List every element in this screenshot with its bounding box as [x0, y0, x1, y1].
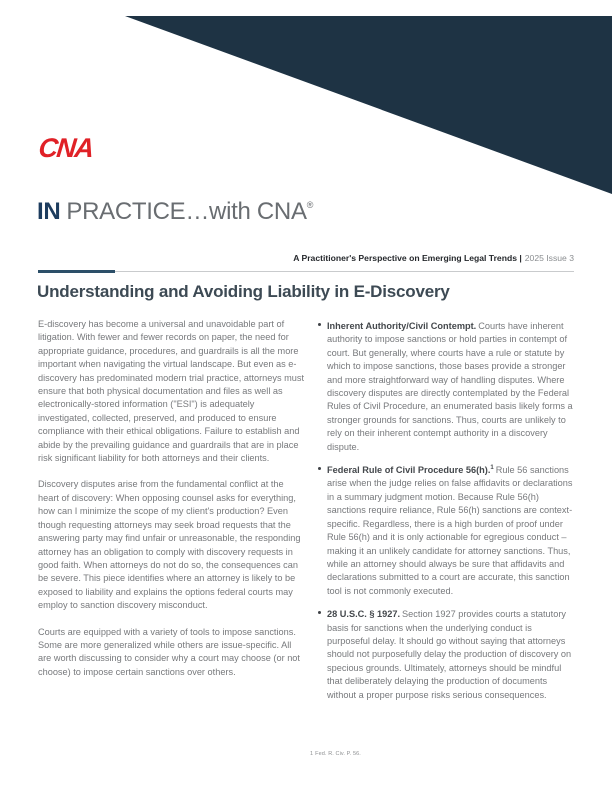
footnote-text: Fed. R. Civ. P. 56.: [315, 751, 361, 757]
intro-paragraph: E-discovery has become a universal and unavoidable part of litigation. With fewer and fewer records on paper, the need for appropriate guidance, procedures, and guardrails is all the more important when navigating the virtual landscape. But even as e-discovery has predominated modern trial practice, attorneys must ensure that both physical documentation and files as well as electronically-stored information ("ESI") is adequately investigated, collected, preserved, and produced to ensure compliance with their ethical obligations. Failure to establish and abide by the prevailing guidance and guardrails that are in place risk significant liability for both attorneys and their clients.: [38, 319, 305, 464]
intro-paragraph: Discovery disputes arise from the fundamental conflict at the heart of discovery: When opposing counsel asks for everything, how can I minimize the scope of my client's production? Even though requesting attorneys may seek broad requests that the answering party may find unfair or unreasonable, the responding attorney has an obligation to comply with discovery requests in good faith. When attorneys do not do so, the consequences can be severe. This piece identifies where an attorney is likely to be exposed to liability and explains the options federal courts may employ to sanction discovery misconduct.: [38, 479, 301, 611]
article-headline: Understanding and Avoiding Liability in E-Discovery: [37, 282, 450, 301]
bullet-marker: [318, 467, 321, 470]
intro-paragraph: Courts are equipped with a variety of tools to impose sanctions. Some are more generalized while others are issue-specific. All are worth discussing to consider why a court may choose (or not choose) to impose certain sanctions over others.: [38, 626, 300, 677]
bullet-text: Courts have inherent authority to impose sanctions or hold parties in contempt of court. But generally, where courts have a rule or statute by which to impose sanctions, those bases provide a stronger and more straightforward way of handling disputes. Where discovery disputes are directly contemplated by the Federal Rules of Civil Procedure, an enumerated basis likely forms a stronger grounds for sanctions. Thus, courts are unlikely to rely on their inherent contempt authority in a discovery dispute.: [327, 321, 573, 452]
intro-column: [38, 318, 307, 710]
bullet-lead: Federal Rule of Civil Procedure 56(h).: [327, 465, 491, 476]
bullet-item: [318, 462, 575, 598]
divider-rule: [38, 271, 574, 272]
masthead-in: IN: [37, 198, 61, 225]
bullet-marker: [318, 611, 321, 614]
footnote-marker: 1: [310, 751, 314, 757]
masthead-title: [37, 198, 313, 226]
divider-rule-accent: [38, 270, 115, 273]
tagline-bold: A Practitioner's Perspective on Emerging Legal Trends |: [293, 253, 522, 263]
bullet-item: [318, 606, 575, 702]
bullet-lead: Inherent Authority/Civil Contempt.: [327, 321, 477, 331]
bullet-text: Rule 56 sanctions arise when the judge relies on false affidavits or declarations in a summary judgment motion. Because Rule 56(h) sanctions require reliance, Rule 56(h) sanctions are context-specific. Regardless, there is a high burden of proof under Rule 56(h) and it is only actionable for egregious conduct – making it an unlikely candidate for attorney sanctions. Thus, while an attorney should always be sure that affidavits and declarations submitted to a court are accurate, this sanction tool is not commonly executed.: [327, 465, 573, 596]
article-body: [38, 318, 575, 710]
footnote-reference: 1: [490, 465, 494, 472]
sanctions-bullet-list: [318, 318, 575, 710]
bullet-item: [318, 318, 575, 454]
corner-banner-triangle-graphic: [0, 0, 612, 200]
bullet-text: Section 1927 provides courts a statutory basis for sanctions when the underlying conduct is purposeful delay. It should go without saying that attorneys should not purposefully delay the production of discovery on specious grounds. Ultimately, attorneys should be mindful that deliberately delaying the production of documents without a proper purpose risks serious consequences.: [327, 609, 572, 700]
footnote: [310, 751, 361, 757]
masthead-rest: PRACTICE…with CNA: [66, 198, 307, 225]
cna-logo: CNA: [37, 133, 95, 163]
tagline-issue: 2025 Issue 3: [524, 253, 574, 263]
registered-trademark-symbol: ®: [306, 200, 314, 210]
bullet-marker: [318, 323, 321, 326]
bullet-lead: 28 U.S.C. § 1927.: [327, 609, 401, 620]
tagline: [293, 253, 574, 263]
